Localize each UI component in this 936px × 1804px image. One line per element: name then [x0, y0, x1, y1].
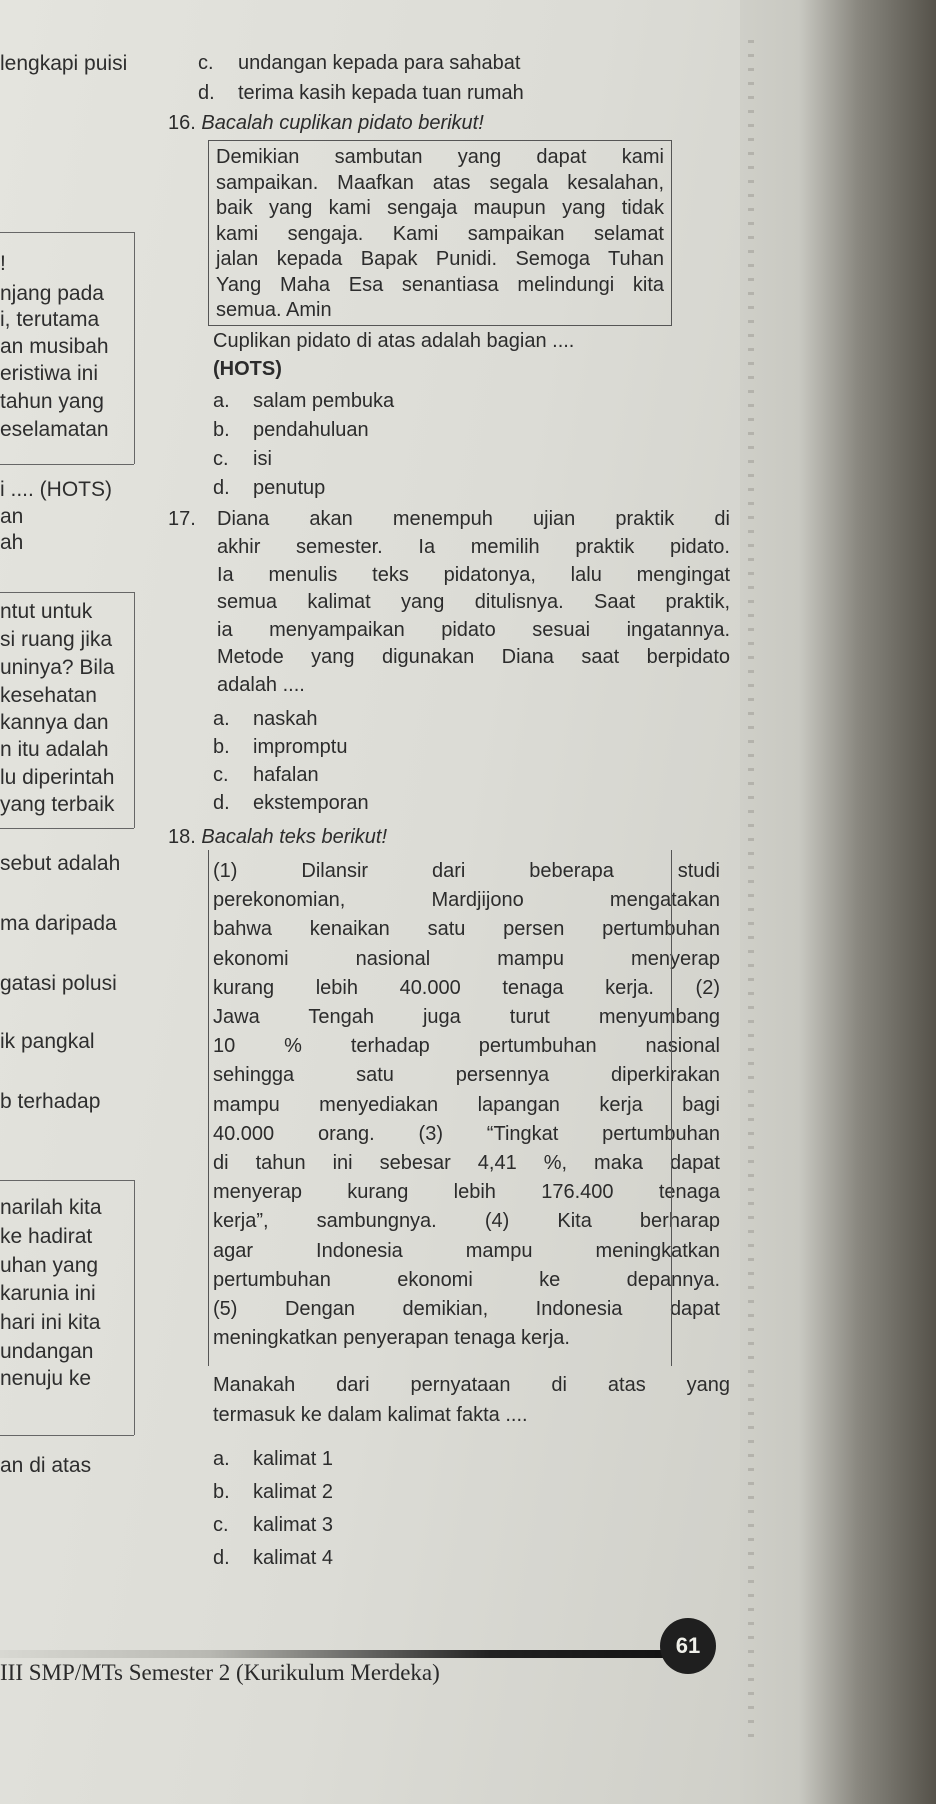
column-divider — [0, 828, 134, 829]
q16-option-c[interactable] — [213, 448, 272, 471]
left-column-fragment: ntut untuk — [0, 600, 93, 623]
q15-option-c[interactable] — [198, 52, 520, 75]
q17-text-line: Metode yang digunakan Diana saat berpidato — [217, 646, 730, 669]
left-column-fragment: ke hadirat — [0, 1225, 93, 1248]
q17-text-line: Ia menulis teks pidatonya, lalu mengingat — [217, 563, 730, 586]
page-number-badge: 61 — [660, 1618, 716, 1674]
q18-text-line: agar Indonesia mampu meningkatkan — [213, 1239, 720, 1262]
option-letter: d. — [198, 82, 215, 104]
q18-text-line: Jawa Tengah juga turut menyumbang — [213, 1006, 720, 1028]
box-border-left — [134, 232, 135, 464]
left-column-fragment: i, terutama — [0, 308, 100, 331]
left-column-fragment: lengkapi puisi — [0, 52, 128, 75]
left-column-fragment: narilah kita — [0, 1196, 102, 1219]
q17-option-d[interactable] — [213, 792, 369, 815]
q16-header — [168, 112, 484, 135]
left-column-cropped — [0, 0, 135, 1500]
q18-text-line: (5) Dengan demikian, Indonesia dapat — [213, 1298, 720, 1320]
q18-text-line: ekonomi nasional mampu menyerap — [213, 947, 720, 970]
q16-excerpt-line: Demikian sambutan yang dapat kami — [216, 146, 664, 168]
q16-option-d[interactable] — [213, 477, 325, 500]
left-column-fragment: yang terbaik — [0, 793, 115, 816]
left-column-fragment: an — [0, 505, 24, 528]
q18-question-line: termasuk ke dalam kalimat fakta .... — [213, 1404, 528, 1426]
left-column-fragment: kannya dan — [0, 711, 109, 734]
q18-text-line: (1) Dilansir dari beberapa studi — [213, 860, 720, 882]
left-column-fragment: i .... (HOTS) — [0, 478, 112, 501]
q18-text-line: perekonomian, Mardjijono mengatakan — [213, 889, 720, 912]
left-column-fragment: uninya? Bila — [0, 656, 115, 679]
option-letter: c. — [213, 764, 229, 786]
left-column-fragment: hari ini kita — [0, 1311, 101, 1334]
left-column-fragment: gatasi polusi — [0, 972, 117, 995]
option-letter: b. — [213, 736, 230, 758]
left-column-fragment: sebut adalah — [0, 852, 121, 875]
option-letter: c. — [213, 448, 229, 470]
question-number: 18. — [168, 826, 196, 848]
q18-header — [168, 826, 387, 849]
option-text: kalimat 4 — [253, 1547, 334, 1569]
q16-excerpt-line: baik yang kami sengaja maupun yang tidak — [216, 197, 664, 219]
option-text: pendahuluan — [253, 419, 369, 441]
box-border-left — [134, 592, 135, 828]
option-letter: a. — [213, 708, 230, 730]
question-number: 16. — [168, 112, 196, 134]
left-column-fragment: tahun yang — [0, 390, 104, 413]
left-column-fragment: an musibah — [0, 335, 109, 358]
option-letter: b. — [213, 419, 230, 441]
footer-text: III SMP/MTs Semester 2 (Kurikulum Merdeka) — [0, 1660, 440, 1685]
left-column-fragment: ik pangkal — [0, 1030, 95, 1053]
left-column-fragment: eselamatan — [0, 418, 109, 441]
q17-option-c[interactable] — [213, 764, 319, 787]
q17-text-line: semua kalimat yang ditulisnya. Saat praktik, — [217, 591, 730, 614]
option-text: ekstemporan — [253, 792, 369, 814]
q18-text-line: kurang lebih 40.000 tenaga kerja. (2) — [213, 976, 720, 999]
q16-question: Cuplikan pidato di atas adalah bagian .... — [213, 330, 575, 352]
option-letter: c. — [198, 52, 214, 74]
left-column-fragment: nenuju ke — [0, 1367, 92, 1390]
left-column-fragment: lu diperintah — [0, 766, 115, 789]
q18-text-line: pertumbuhan ekonomi ke depannya. — [213, 1268, 720, 1291]
q17-option-a[interactable] — [213, 708, 318, 731]
left-column-fragment: si ruang jika — [0, 628, 113, 651]
q18-option-b[interactable] — [213, 1481, 333, 1504]
option-text: isi — [253, 448, 272, 470]
left-column-fragment: undangan — [0, 1340, 94, 1363]
q17-text-line: adalah .... — [217, 674, 305, 696]
q17-first-line: Diana akan menempuh ujian praktik di — [217, 508, 730, 530]
q16-excerpt-line: kami sengaja. Kami sampaikan selamat — [216, 222, 664, 245]
option-text: impromptu — [253, 736, 348, 758]
question-prompt: Bacalah cuplikan pidato berikut! — [201, 112, 484, 134]
q18-text-box — [208, 850, 672, 1366]
option-text: kalimat 1 — [253, 1448, 334, 1470]
q18-option-a[interactable] — [213, 1448, 333, 1471]
option-letter: a. — [213, 1448, 230, 1470]
option-letter: d. — [213, 792, 230, 814]
left-column-fragment: uhan yang — [0, 1254, 99, 1277]
q18-question-line: Manakah dari pernyataan di atas yang — [213, 1374, 730, 1396]
option-text: naskah — [253, 708, 318, 730]
option-letter: d. — [213, 1547, 230, 1569]
q17-option-b[interactable] — [213, 736, 347, 759]
left-column-fragment: njang pada — [0, 282, 104, 305]
q18-text-line: kerja”, sambungnya. (4) Kita berharap — [213, 1210, 720, 1233]
column-divider — [0, 1180, 134, 1181]
q16-excerpt-line: semua. Amin — [216, 299, 332, 321]
binding-holes — [748, 40, 754, 1740]
column-divider — [0, 232, 134, 233]
question-number: 17. — [168, 508, 196, 530]
q18-text-line: mampu menyediakan lapangan kerja bagi — [213, 1093, 720, 1116]
left-column-fragment: b terhadap — [0, 1090, 101, 1113]
left-column-fragment: ah — [0, 531, 24, 554]
hots-tag: (HOTS) — [213, 358, 282, 380]
left-column-fragment: karunia ini — [0, 1282, 96, 1305]
q17-text-line: akhir semester. Ia memilih praktik pidato. — [217, 536, 730, 558]
q16-option-b[interactable] — [213, 419, 369, 442]
option-text: kalimat 3 — [253, 1514, 334, 1536]
left-column-fragment: kesehatan — [0, 684, 97, 707]
paper-edge-shadow — [740, 0, 936, 1804]
q18-option-d[interactable] — [213, 1547, 333, 1570]
option-text: penutup — [253, 477, 326, 499]
option-text: salam pembuka — [253, 390, 395, 412]
q17-text-line: ia menyampaikan pidato sesuai ingatannya. — [217, 618, 730, 641]
q17-header — [168, 508, 196, 531]
box-border-left — [134, 1180, 135, 1435]
left-column-fragment: eristiwa ini — [0, 362, 99, 385]
left-column-fragment: ma daripada — [0, 912, 117, 935]
option-text: terima kasih kepada tuan rumah — [238, 82, 524, 104]
option-text: undangan kepada para sahabat — [238, 52, 521, 74]
q18-text-line: di tahun ini sebesar 4,41 %, maka dapat — [213, 1152, 720, 1174]
footer-bar — [0, 1650, 700, 1658]
column-divider — [0, 1435, 134, 1436]
option-letter: a. — [213, 390, 230, 412]
q16-excerpt-line: sampaikan. Maafkan atas segala kesalahan, — [216, 171, 664, 194]
column-divider — [0, 592, 134, 593]
option-letter: b. — [213, 1481, 230, 1503]
q18-option-c[interactable] — [213, 1514, 333, 1537]
column-divider — [0, 464, 134, 465]
q18-text-line: meningkatkan penyerapan tenaga kerja. — [213, 1327, 570, 1350]
left-column-fragment: an di atas — [0, 1454, 92, 1477]
q16-excerpt-line: jalan kepada Bapak Punidi. Semoga Tuhan — [216, 248, 664, 270]
q18-text-line: 40.000 orang. (3) “Tingkat pertumbuhan — [213, 1122, 720, 1145]
q16-option-a[interactable] — [213, 390, 394, 413]
option-text: kalimat 2 — [253, 1481, 334, 1503]
q16-excerpt-line: Yang Maha Esa senantiasa melindungi kita — [216, 273, 664, 296]
q15-option-d[interactable] — [198, 82, 524, 105]
option-letter: c. — [213, 1514, 229, 1536]
left-column-fragment: ! — [0, 252, 6, 275]
q18-text-line: bahwa kenaikan satu persen pertumbuhan — [213, 918, 720, 941]
option-text: hafalan — [253, 764, 319, 786]
left-column-fragment: n itu adalah — [0, 738, 109, 761]
question-prompt: Bacalah teks berikut! — [201, 826, 388, 848]
q18-text-line: 10 % terhadap pertumbuhan nasional — [213, 1035, 720, 1058]
option-letter: d. — [213, 477, 230, 499]
q18-text-line: menyerap kurang lebih 176.400 tenaga — [213, 1181, 720, 1204]
q18-text-line: sehingga satu persennya diperkirakan — [213, 1064, 720, 1087]
